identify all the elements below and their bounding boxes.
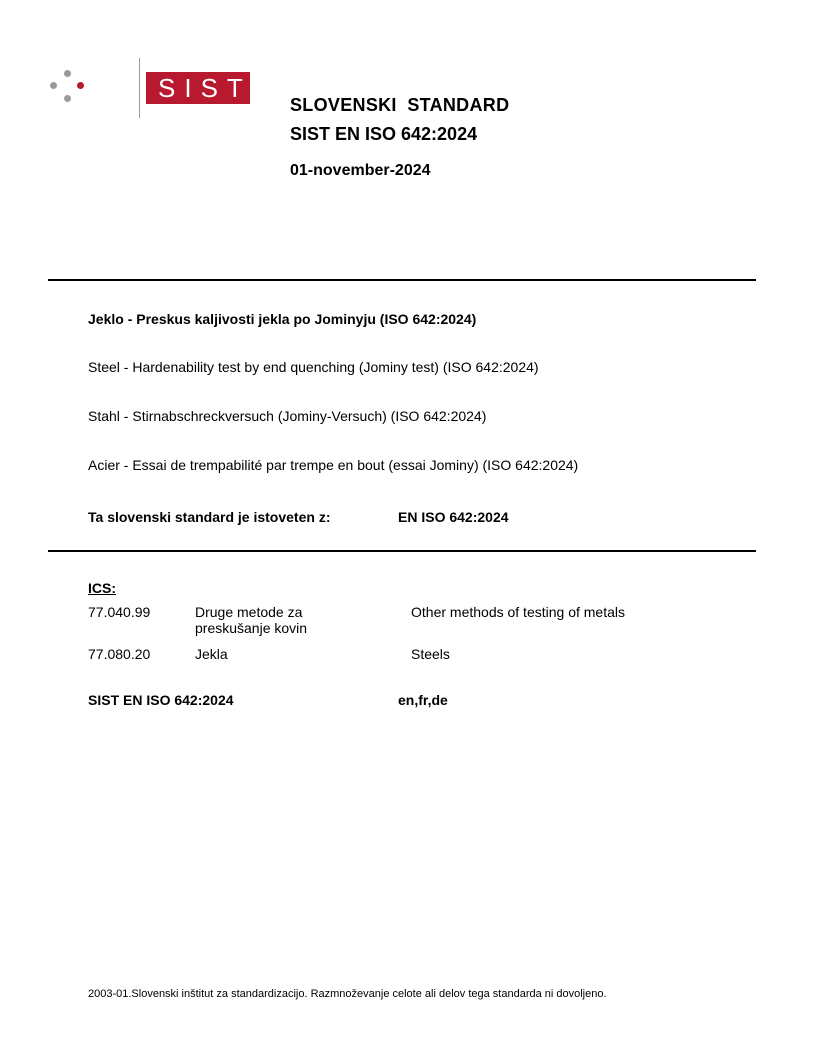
ics-heading: ICS: (88, 580, 116, 596)
title-slovenian: Jeklo - Preskus kaljivosti jekla po Jominyju (ISO 642:2024) (88, 311, 477, 327)
identical-label: Ta slovenski standard je istoveten z: (88, 509, 331, 525)
ics-description-en: Other methods of testing of metals (411, 604, 625, 620)
standard-date: 01-november-2024 (290, 162, 431, 179)
logo-dot-center (77, 82, 84, 89)
title-german: Stahl - Stirnabschreckversuch (Jominy-Versuch) (ISO 642:2024) (88, 408, 487, 424)
standard-code: SIST EN ISO 642:2024 (290, 124, 478, 144)
logo-dot-top (64, 70, 71, 77)
title-french: Acier - Essai de trempabilité par trempe en bout (essai Jominy) (ISO 642:2024) (88, 457, 579, 473)
document-code: SIST EN ISO 642:2024 (88, 692, 234, 708)
ics-description-sl: Jekla (195, 646, 228, 662)
ics-description-en: Steels (411, 646, 450, 662)
ics-code: 77.080.20 (88, 646, 151, 662)
top-divider (48, 279, 756, 281)
ics-code: 77.040.99 (88, 604, 151, 620)
sist-logo (46, 58, 252, 120)
document-languages: en,fr,de (398, 692, 448, 708)
title-english: Steel - Hardenability test by end quenching (Jominy test) (ISO 642:2024) (88, 359, 539, 375)
standard-heading: SLOVENSKI STANDARD (290, 95, 510, 115)
logo-divider (139, 58, 140, 118)
middle-divider (48, 550, 756, 552)
identical-value: EN ISO 642:2024 (398, 509, 509, 525)
logo-dot-left (50, 82, 57, 89)
logo-dot-bottom (64, 95, 71, 102)
copyright-footer: 2003-01.Slovenski inštitut za standardizacijo. Razmnoževanje celote ali delov tega standarda ni dovoljeno. (88, 988, 607, 1000)
ics-description-sl: Druge metode za preskušanje kovin (195, 604, 308, 636)
logo-wordmark: SIST (146, 72, 250, 104)
